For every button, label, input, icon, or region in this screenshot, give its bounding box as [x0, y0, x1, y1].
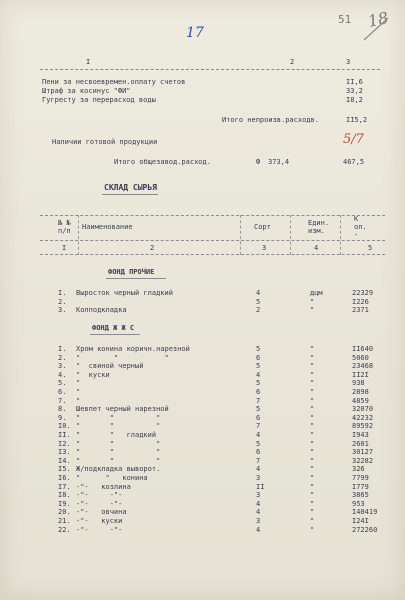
factory-total-value: 373,4 [268, 158, 290, 166]
row-quantity: I24I [352, 517, 369, 525]
row-grade: 4 [256, 525, 261, 534]
row-item-name: " [76, 388, 81, 396]
row-number: I5. [58, 465, 71, 474]
row-grade: 5 [256, 362, 261, 371]
table-top-rule [40, 215, 385, 216]
row-unit: " [310, 482, 315, 491]
factory-total-value-2: 467,5 [343, 158, 365, 166]
col-separator [240, 215, 241, 255]
row-grade: 5 [256, 405, 261, 414]
table-row [0, 414, 405, 422]
row-number: 2. [58, 353, 67, 362]
table-row [0, 405, 405, 413]
colnum-name: 2 [150, 244, 155, 252]
row-unit: " [310, 517, 315, 525]
table-row [0, 500, 405, 508]
row-quantity: 89592 [352, 422, 374, 431]
row-grade: II [256, 482, 265, 491]
row-number: I4. [58, 456, 71, 465]
row-unit: " [310, 413, 315, 422]
fund-zhs-title: ФОНД Ж Ж С [92, 324, 135, 332]
col-separator [290, 215, 291, 255]
table-row [0, 371, 405, 379]
row-item-name: " куски [76, 370, 110, 379]
row-unit: " [310, 345, 315, 353]
row-quantity: 23468 [352, 362, 374, 371]
row-grade: 4 [256, 465, 261, 474]
row-unit: " [310, 439, 315, 448]
row-unit: " [310, 422, 315, 431]
row-grade: 7 [256, 396, 261, 405]
row-grade: 4 [256, 508, 261, 517]
row-number: 6. [58, 388, 67, 396]
row-number: I6. [58, 474, 71, 482]
row-number: 7. [58, 396, 67, 405]
row-quantity: 938 [352, 379, 365, 388]
row-number: I. [58, 289, 67, 297]
colnum-bottom-rule [40, 254, 385, 255]
top-col-3: 3 [346, 58, 351, 66]
row-item-name: " " " [76, 456, 161, 465]
row-item-name: " " " [76, 448, 161, 457]
header-qty: К ол. - [354, 215, 367, 239]
row-grade: 7 [256, 456, 261, 465]
table-row [0, 388, 405, 396]
row-grade: 5 [256, 379, 261, 388]
row-quantity: 272260 [352, 525, 378, 534]
row-unit: " [310, 405, 315, 414]
col-separator [340, 215, 341, 255]
corner-pencil-mark: 18 [366, 8, 391, 31]
top-divider [40, 69, 380, 70]
handwritten-page-number: 17 [186, 25, 204, 41]
row-item-name: " " " [76, 439, 161, 448]
table-row [0, 345, 405, 353]
table-row [0, 379, 405, 387]
fund-zhs-underline [90, 334, 140, 335]
row-quantity: I40419 [352, 508, 378, 517]
nonproductive-total-value: II5,2 [346, 116, 368, 124]
row-item-name: Ж/подкладка выворот. [76, 465, 161, 474]
table-row [0, 517, 405, 525]
row-number: I8. [58, 491, 71, 500]
row-number: 20. [58, 508, 71, 517]
row-unit: " [310, 508, 315, 517]
top-col-1: I [86, 58, 91, 66]
row-quantity: 326 [352, 465, 365, 474]
row-grade: 4 [256, 370, 261, 379]
row-quantity: 4859 [352, 396, 369, 405]
row-unit: " [310, 525, 315, 534]
finished-goods-value: 5/7 [343, 132, 364, 147]
table-row [0, 526, 405, 534]
row-number: 9. [58, 413, 67, 422]
row-quantity: I226 [352, 297, 369, 306]
top-row-label: Штраф за косинус "ФИ" [42, 87, 131, 95]
header-unit: Един. изм. [308, 219, 330, 235]
table-row [0, 431, 405, 439]
row-grade: 6 [256, 353, 261, 362]
row-quantity: 42232 [352, 413, 374, 422]
row-item-name: " " гладкий [76, 431, 157, 439]
fund-other-underline [106, 278, 166, 279]
table-row [0, 448, 405, 456]
row-grade: 5 [256, 345, 261, 353]
row-quantity: I779 [352, 482, 369, 491]
row-number: 21. [58, 517, 71, 525]
row-item-name: -"- -"- [76, 499, 123, 508]
row-number: II. [58, 431, 71, 439]
row-unit: " [310, 353, 315, 362]
row-unit: " [310, 456, 315, 465]
row-quantity: 22329 [352, 289, 374, 297]
row-item-name: " свиной черный [76, 362, 144, 371]
row-quantity: 2898 [352, 388, 369, 396]
corner-strike-icon [362, 16, 390, 42]
row-grade: 6 [256, 388, 261, 396]
row-unit: " [310, 388, 315, 396]
colnum-grade: 3 [262, 244, 267, 252]
table-row [0, 306, 405, 314]
table-row [0, 422, 405, 430]
row-number: 3. [58, 306, 67, 314]
section-title-underline [102, 194, 158, 195]
table-row [0, 508, 405, 516]
row-unit: " [310, 474, 315, 482]
header-name: Наименование [82, 223, 133, 231]
colnum-qty: 5 [368, 244, 373, 252]
row-number: I0. [58, 422, 71, 431]
row-number: 5. [58, 379, 67, 388]
row-unit: " [310, 448, 315, 457]
row-unit: " [310, 379, 315, 388]
colnum-unit: 4 [314, 244, 319, 252]
row-number: 22. [58, 525, 71, 534]
row-grade: 3 [256, 491, 261, 500]
row-grade: 2 [256, 306, 261, 314]
row-unit: дцм [310, 289, 323, 297]
table-row [0, 362, 405, 370]
row-grade: 5 [256, 297, 261, 306]
row-item-name: -"- -"- [76, 525, 123, 534]
row-unit: " [310, 499, 315, 508]
row-quantity: 2371 [352, 306, 369, 314]
row-quantity: 30127 [352, 448, 374, 457]
row-number: 3. [58, 362, 67, 371]
table-row [0, 491, 405, 499]
row-item-name: " [76, 379, 81, 388]
top-row-label: Пени за несвоевремен.оплату счетов [42, 78, 186, 86]
header-no: № № п/п [58, 219, 71, 235]
row-number: I2. [58, 439, 71, 448]
table-row [0, 457, 405, 465]
row-unit: " [310, 370, 315, 379]
row-number: I7. [58, 482, 71, 491]
header-bottom-rule [40, 240, 385, 241]
row-quantity: 7799 [352, 474, 369, 482]
factory-total-label: Итого общезавод.расход. [114, 158, 211, 166]
row-item-name: " [76, 396, 81, 405]
row-grade: 4 [256, 431, 261, 439]
row-grade: 4 [256, 289, 261, 297]
finished-goods-label: Наличии готовой продукции [52, 138, 158, 146]
stamp-number: 51 [338, 13, 352, 26]
table-row [0, 474, 405, 482]
row-item-name: " " конина [76, 474, 148, 482]
row-grade: 3 [256, 517, 261, 525]
row-grade: 3 [256, 474, 261, 482]
row-item-name: -"- овчина [76, 508, 127, 517]
table-row [0, 483, 405, 491]
section-title: СКЛАД СЫРЬЯ [104, 183, 157, 192]
table-row [0, 354, 405, 362]
row-item-name: Колподкладка [76, 306, 127, 314]
row-unit: " [310, 465, 315, 474]
row-unit: " [310, 396, 315, 405]
row-quantity: II2I [352, 370, 369, 379]
row-item-name: " " " [76, 353, 169, 362]
row-number: 4. [58, 370, 67, 379]
table-row [0, 440, 405, 448]
table-row [0, 465, 405, 473]
nonproductive-total-label: Итого непроизв.расходв. [222, 116, 319, 124]
header-grade: Сорт [254, 223, 271, 231]
table-row [0, 298, 405, 306]
row-grade: 4 [256, 499, 261, 508]
factory-total-prefix: Ф [256, 158, 261, 166]
col-separator [78, 215, 79, 255]
row-item-name: " " " [76, 413, 161, 422]
row-unit: " [310, 297, 315, 306]
top-row-value: II,6 [346, 78, 363, 86]
table-row [0, 397, 405, 405]
fund-other-title: ФОНД ПРОЧИЕ [108, 268, 155, 276]
row-number: I. [58, 345, 67, 353]
row-number: I9. [58, 499, 71, 508]
row-quantity: 5060 [352, 353, 369, 362]
row-item-name: -"- козлина [76, 482, 131, 491]
colnum-no: I [62, 244, 67, 252]
row-quantity: 32070 [352, 405, 374, 414]
row-item-name: Шевпет черный нарезной [76, 405, 169, 414]
row-unit: " [310, 491, 315, 500]
top-col-2: 2 [290, 58, 295, 66]
row-unit: " [310, 306, 315, 314]
top-row-value: 33,2 [346, 87, 363, 95]
row-grade: 5 [256, 439, 261, 448]
row-quantity: 3865 [352, 491, 369, 500]
row-number: I3. [58, 448, 71, 457]
top-row-value: I8,2 [346, 96, 363, 104]
row-grade: 6 [256, 448, 261, 457]
row-quantity: 2601 [352, 439, 369, 448]
row-item-name: " " " [76, 422, 161, 431]
row-item-name: Выросток черный гладкий [76, 289, 173, 297]
row-quantity: II640 [352, 345, 374, 353]
row-quantity: 32282 [352, 456, 374, 465]
table-row [0, 289, 405, 297]
top-row-label: Гугресту за перерасход воды [42, 96, 156, 104]
row-unit: " [310, 362, 315, 371]
row-number: 2. [58, 297, 67, 306]
row-quantity: 953 [352, 499, 365, 508]
row-grade: 7 [256, 422, 261, 431]
row-item-name: -"- -"- [76, 491, 123, 500]
row-quantity: I943 [352, 431, 369, 439]
row-number: 8. [58, 405, 67, 414]
row-unit: " [310, 431, 315, 439]
row-item-name: -"- куски [76, 517, 123, 525]
row-item-name: Хром конина коричн.нарезной [76, 345, 190, 353]
row-grade: 6 [256, 413, 261, 422]
